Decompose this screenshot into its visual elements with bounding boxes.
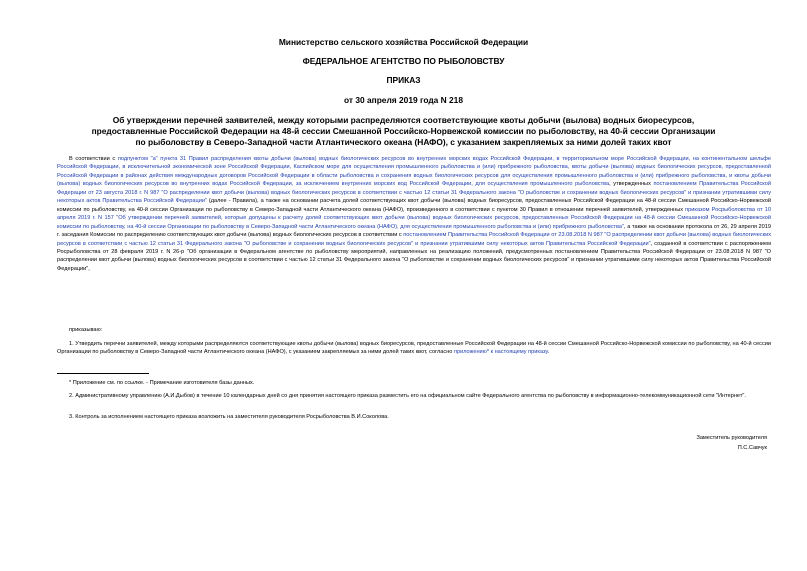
preamble-text-5: , созданной в соответствии с распоряжением Росрыболовства от 28 февраля 2019 г. N 26-р "Об организации в Федеральном агентстве по рыболовству мероприятий, направленных на реализацию положений, предусмотренных постановлением Правительства Российской Федерации от 23.08.2018 N 987 "О распределении квот добычи (вылова) водных биологических ресурсов в соответствии с частью 12 статьи 31 Федерального закона "О рыболовстве и сохранении водных биологических ресурсов" и признании утратившими силу некоторых актов Правительства Российской Федерации", bbox=[57, 240, 771, 272]
signature-position: Заместитель руководителя bbox=[696, 435, 767, 441]
preamble-paragraph bbox=[57, 155, 771, 273]
agency-name: ФЕДЕРАЛЬНОЕ АГЕНТСТВО ПО РЫБОЛОВСТВУ bbox=[302, 56, 505, 66]
preamble-text-2: , утвержденных bbox=[609, 181, 654, 188]
item-3-paragraph: 3. Контроль за исполнением настоящего приказа возложить на заместителя руководителя Росрыболовства В.И.Соколова. bbox=[69, 414, 389, 420]
item-1-paragraph bbox=[57, 340, 771, 357]
appendix-link[interactable]: приложению* к настоящему приказу bbox=[453, 349, 548, 356]
government-decree-link-2[interactable]: постановлением Правительства Российской Федерации от 23.08.2018 N 987 "О распределении квот добычи (вылова) водных биологических ресурсов в соответствии с частью 12 статьи 31 Федерального закона "О рыболовстве и сохранении водных биологических ресурсов" и признании утратившими силу некоторых актов Правительства Российской Федерации" bbox=[57, 232, 771, 247]
signature-name: П.С.Савчук bbox=[737, 445, 767, 451]
preamble-text-4: , а также на основании протокола от 26, 29 апреля 2019 г. заседания Комиссии по распределению соответствующих квот добычи (вылова) водных биологических ресурсов в соответствии с bbox=[57, 223, 771, 239]
item-1-end: . bbox=[547, 349, 550, 356]
footnote: * Приложение см. по ссылке. - Примечание изготовителя базы данных. bbox=[69, 380, 255, 386]
ministry-name: Министерство сельского хозяйства Российской Федерации bbox=[278, 37, 529, 47]
item-1-text: 1. Утвердить перечни заявителей, между которыми распределяются соответствующие квоты добычи (вылова) водных биоресурсов, предоставленные Российской Федерации на 48-й сессии Смешанной Российско-Норвежской комиссии по рыболовству, на 40-й сессии Организации по рыболовству в Северо-Западной части Атлантического океана (НАФО), с указанием закрепляемых за ними долей таких квот, согласно bbox=[57, 341, 771, 356]
document-title: Об утверждении перечней заявителей, между которыми распределяются соответствующие квоты добычи (вылова) водных биоресурсов, предоставленные Российской Федерации на 48-й сессии Смешанной Российско-Норвежской комиссии по рыболовству, на 40-й сессии Организации по рыболовству в Северо-Западной части Атлантического океана (НАФО), с указанием закрепляемых за ними долей таких квот bbox=[91, 115, 716, 147]
preamble-text-3: (далее - Правила), а также на основании расчета долей соответствующих квот добычи (вылова) водных биоресурсов, предоставленных Российской Федерации на 48-й сессии Смешанной Российско-Норвежской комиссии по рыболовству, на 40-й сессии Организации по рыболовству в Северо-Западной части Атлантического океана (НАФО), произведенного в соответствии с пунктом 30 Правил в отношении перечней заявителей, утвержденных bbox=[57, 198, 771, 213]
preamble-text-1: В соответствии с bbox=[69, 156, 118, 162]
order-word: приказываю: bbox=[69, 327, 103, 333]
document-type: ПРИКАЗ bbox=[386, 75, 421, 85]
item-2-paragraph: 2. Административному управлению (А.И.Дыбов) в течение 10 календарных дней со дня принятия настоящего приказа разместить его на официальном сайте Федерального агентства по рыболовству в информационно-телекоммуникационной сети "Интернет". bbox=[69, 393, 746, 399]
footnote-divider bbox=[57, 373, 149, 374]
document-date-number: от 30 апреля 2019 года N 218 bbox=[344, 95, 463, 105]
rules-link[interactable]: подпунктом "а" пункта 31 Правил распределения квоты добычи (вылова) водных биологических ресурсов во внутренних морских водах Российской Федерации, в территориальном море Российской Федерации, на континентальном шельфе Российской Федерации, в исключительной экономической зоне Российской Федерации, Каспийском море для осуществления промышленного рыболовства и (или) прибрежного рыболовства, квоты добычи (вылова) водных биологических ресурсов, предоставленной Российской Федерации в районах действия международных договоров Российской Федерации в области рыболовства и сохранения водных биологических ресурсов для осуществления промышленного рыболовства и (или) прибрежного рыболовства, и квоты добычи (вылова) водных биологических ресурсов во внутренних водах Российской Федерации, за исключением внутренних морских вод Российской Федерации, для осуществления промышленного рыболовства bbox=[57, 156, 771, 188]
rosrybolovstvo-order-link[interactable]: приказом Росрыболовства от 10 апреля 2019 г. N 157 "Об утверждении перечней заявителей, которые допущены к расчету долей соответствующих квот добычи (вылова) водных биологических ресурсов, предоставленных Российской Федерации на 48-й сессии Смешанной Российско-Норвежской комиссии по рыболовству, на 40-й сессии Организации по рыболовству в Северо-Западной части Атлантического океана (НАФО), для осуществления промышленного рыболовства и (или) прибрежного рыболовства" bbox=[57, 206, 771, 230]
government-decree-link[interactable]: постановлением Правительства Российской Федерации от 23 августа 2018 г. N 987 "О распределении квот добычи (вылова) водных биологических ресурсов в соответствии с частью 12 статьи 31 Федерального закона "О рыболовстве и сохранении водных биологических ресурсов" и признании утратившими силу некоторых актов Правительства Российской Федерации" bbox=[57, 181, 771, 205]
